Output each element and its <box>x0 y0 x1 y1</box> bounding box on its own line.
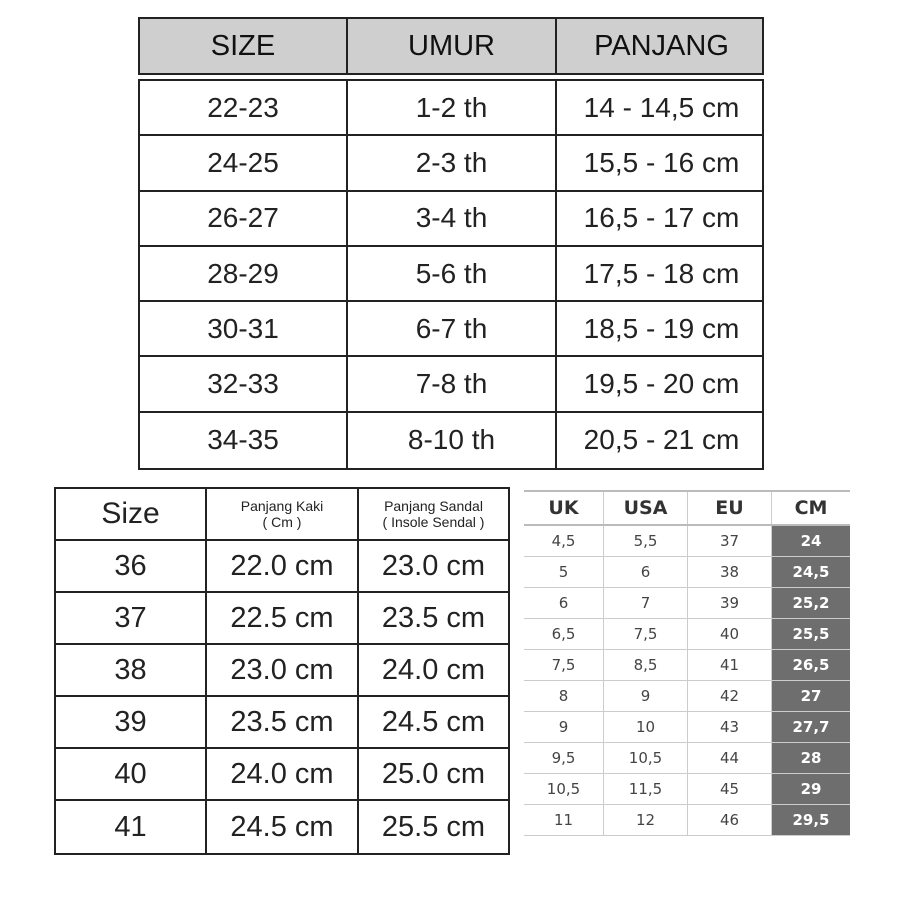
uk-cell: 9,5 <box>524 743 604 773</box>
cm-cell: 27,7 <box>772 712 850 742</box>
foot-length-cell: 24.0 cm <box>207 749 359 799</box>
sandal-length-cell: 25.5 cm <box>381 810 486 843</box>
uk-cell: 10,5 <box>524 774 604 804</box>
table-row <box>140 357 762 412</box>
size-cell: 30-31 <box>140 302 348 355</box>
table-row <box>524 557 850 588</box>
uk-cell: 6 <box>524 588 604 618</box>
table-row <box>524 588 850 619</box>
length-cell: 18,5 - 19 cm <box>583 312 740 344</box>
cm-cell: 26,5 <box>772 650 850 680</box>
usa-cell: 10,5 <box>604 743 688 773</box>
cm-cell: 24,5 <box>772 557 850 587</box>
eu-cell: 42 <box>688 681 772 711</box>
eu-cell: 41 <box>688 650 772 680</box>
age-cell: 2-3 th <box>348 136 557 189</box>
uk-cell: 6,5 <box>524 619 604 649</box>
table-row <box>56 645 508 697</box>
adult-size-table <box>54 487 510 855</box>
header-sandal-length-title: Panjang Sandal <box>384 498 483 514</box>
uk-cell: 9 <box>524 712 604 742</box>
usa-cell: 7,5 <box>604 619 688 649</box>
table-row <box>140 302 762 357</box>
usa-cell: 9 <box>604 681 688 711</box>
table-row <box>56 593 508 645</box>
size-cell: 22-23 <box>140 81 348 134</box>
table-row <box>524 619 850 650</box>
uk-cell: 7,5 <box>524 650 604 680</box>
cm-cell: 25,2 <box>772 588 850 618</box>
table-row <box>140 247 762 302</box>
header-cm: CM <box>794 497 828 519</box>
uk-cell: 8 <box>524 681 604 711</box>
sandal-length-cell: 25.0 cm <box>381 757 486 790</box>
size-cell: 28-29 <box>140 247 348 300</box>
cm-cell: 25,5 <box>772 619 850 649</box>
size-cell: 32-33 <box>140 357 348 410</box>
header-length: PANJANG <box>594 29 729 62</box>
usa-cell: 11,5 <box>604 774 688 804</box>
table-row <box>524 743 850 774</box>
table-row <box>56 697 508 749</box>
kids-table-header <box>138 17 764 75</box>
table-row <box>524 526 850 557</box>
header-uk: UK <box>524 492 604 524</box>
kids-size-table <box>138 17 764 470</box>
age-cell: 1-2 th <box>348 81 557 134</box>
table-row <box>524 712 850 743</box>
usa-cell: 10 <box>604 712 688 742</box>
table-row <box>524 650 850 681</box>
table-row <box>524 681 850 712</box>
size-cell: 36 <box>56 541 207 591</box>
usa-cell: 7 <box>604 588 688 618</box>
header-sandal-length <box>359 489 508 539</box>
age-cell: 3-4 th <box>348 192 557 245</box>
header-foot-length <box>207 489 359 539</box>
cm-cell: 27 <box>772 681 850 711</box>
header-foot-length-title: Panjang Kaki <box>240 498 324 514</box>
eu-cell: 43 <box>688 712 772 742</box>
header-age: UMUR <box>348 19 557 73</box>
uk-cell: 11 <box>524 805 604 835</box>
foot-length-cell: 22.5 cm <box>207 593 359 643</box>
size-cell: 40 <box>56 749 207 799</box>
sandal-length-cell: 24.0 cm <box>381 653 486 686</box>
header-sandal-length-note: ( Insole Sendal ) <box>382 514 485 530</box>
table-row <box>140 136 762 191</box>
header-size: Size <box>56 489 207 539</box>
age-cell: 7-8 th <box>348 357 557 410</box>
table-row <box>140 192 762 247</box>
eu-cell: 38 <box>688 557 772 587</box>
size-conversion-table <box>524 490 850 836</box>
size-cell: 26-27 <box>140 192 348 245</box>
size-cell: 39 <box>56 697 207 747</box>
kids-table-body <box>138 79 764 470</box>
length-cell: 15,5 - 16 cm <box>583 146 740 178</box>
age-cell: 8-10 th <box>348 413 557 468</box>
uk-cell: 4,5 <box>524 526 604 556</box>
uk-cell: 5 <box>524 557 604 587</box>
size-cell: 24-25 <box>140 136 348 189</box>
header-size: SIZE <box>140 19 348 73</box>
header-usa: USA <box>604 492 688 524</box>
usa-cell: 8,5 <box>604 650 688 680</box>
size-cell: 34-35 <box>140 413 348 468</box>
eu-cell: 44 <box>688 743 772 773</box>
length-cell: 16,5 - 17 cm <box>583 202 740 234</box>
foot-length-cell: 22.0 cm <box>207 541 359 591</box>
age-cell: 6-7 th <box>348 302 557 355</box>
table-row <box>524 774 850 805</box>
size-cell: 38 <box>56 645 207 695</box>
table-row <box>140 81 762 136</box>
sandal-length-cell: 24.5 cm <box>381 705 486 738</box>
cm-cell: 29,5 <box>772 805 850 835</box>
length-cell: 19,5 - 20 cm <box>583 368 740 400</box>
size-cell: 41 <box>56 801 207 853</box>
table-row <box>524 805 850 836</box>
table-row <box>56 541 508 593</box>
cm-cell: 28 <box>772 743 850 773</box>
eu-cell: 40 <box>688 619 772 649</box>
header-foot-length-unit: ( Cm ) <box>262 514 302 530</box>
eu-cell: 39 <box>688 588 772 618</box>
sandal-length-cell: 23.5 cm <box>381 601 486 634</box>
cm-cell: 24 <box>772 526 850 556</box>
table-row <box>140 413 762 468</box>
foot-length-cell: 23.5 cm <box>207 697 359 747</box>
adult-table-header <box>56 489 508 541</box>
table-row <box>56 801 508 853</box>
size-cell: 37 <box>56 593 207 643</box>
length-cell: 20,5 - 21 cm <box>583 424 740 456</box>
age-cell: 5-6 th <box>348 247 557 300</box>
sandal-length-cell: 23.0 cm <box>381 549 486 582</box>
eu-cell: 45 <box>688 774 772 804</box>
length-cell: 14 - 14,5 cm <box>583 91 740 123</box>
usa-cell: 5,5 <box>604 526 688 556</box>
usa-cell: 6 <box>604 557 688 587</box>
usa-cell: 12 <box>604 805 688 835</box>
foot-length-cell: 24.5 cm <box>207 801 359 853</box>
eu-cell: 37 <box>688 526 772 556</box>
foot-length-cell: 23.0 cm <box>207 645 359 695</box>
header-eu: EU <box>688 492 772 524</box>
conversion-table-header <box>524 490 850 526</box>
length-cell: 17,5 - 18 cm <box>583 257 740 289</box>
eu-cell: 46 <box>688 805 772 835</box>
table-row <box>56 749 508 801</box>
cm-cell: 29 <box>772 774 850 804</box>
